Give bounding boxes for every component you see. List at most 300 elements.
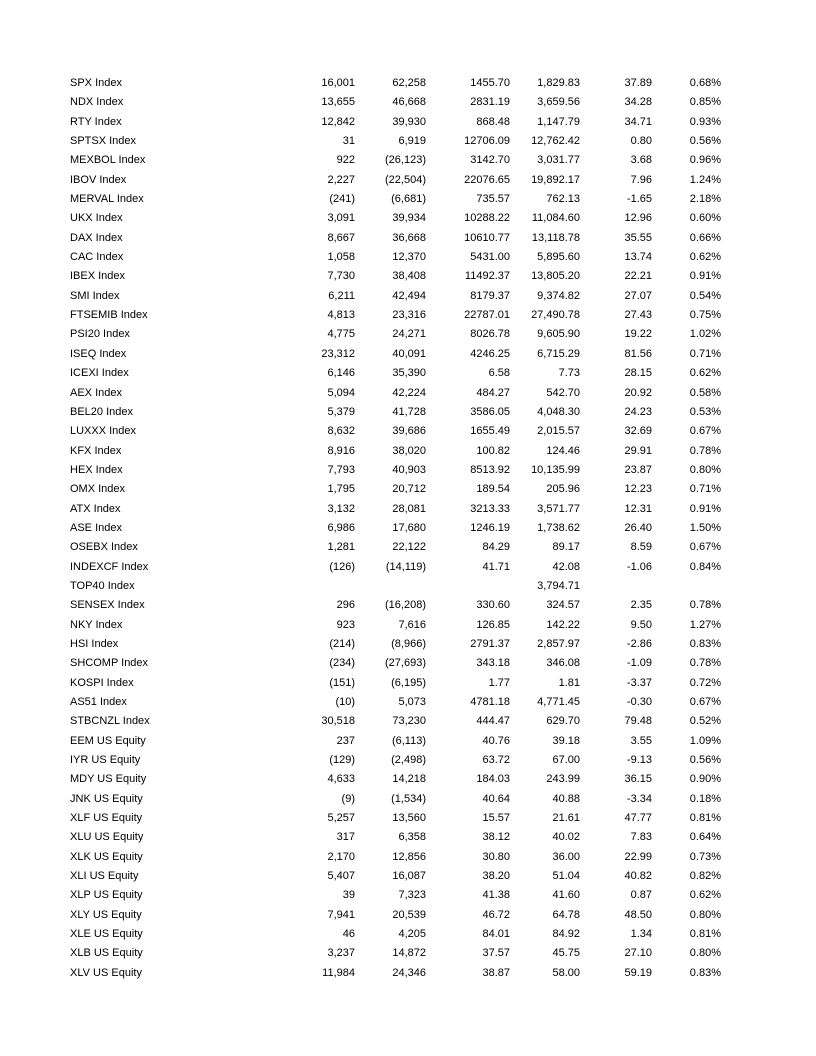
value-col-2-cell: 40,903 bbox=[392, 463, 426, 476]
table-row bbox=[0, 712, 816, 731]
value-col-2-cell: 73,230 bbox=[392, 715, 426, 728]
value-col-3-cell: 5431.00 bbox=[470, 251, 510, 264]
percent-cell: 0.67% bbox=[689, 696, 721, 708]
table-row bbox=[0, 848, 816, 867]
percent-cell: 0.62% bbox=[689, 367, 721, 380]
value-col-4-cell: 27,490.78 bbox=[531, 309, 580, 322]
value-col-5-cell: 40.82 bbox=[624, 870, 652, 883]
table-row bbox=[0, 906, 816, 925]
percent-cell: 0.67% bbox=[689, 425, 721, 438]
value-col-3-cell: 189.54 bbox=[476, 483, 510, 496]
ticker-cell: PSI20 Index bbox=[70, 328, 130, 341]
table-row bbox=[0, 209, 816, 228]
ticker-cell: FTSEMIB Index bbox=[70, 309, 148, 322]
value-col-2-cell: 40,091 bbox=[392, 347, 426, 360]
value-col-2-cell: 28,081 bbox=[392, 502, 426, 515]
value-col-4-cell: 1,738.62 bbox=[537, 521, 580, 534]
value-col-3-cell: 40.76 bbox=[482, 734, 510, 747]
value-col-1-cell: (151) bbox=[329, 676, 355, 689]
table-row bbox=[0, 964, 816, 983]
ticker-cell: AEX Index bbox=[70, 386, 122, 399]
value-col-4-cell: 67.00 bbox=[552, 754, 580, 767]
value-col-4-cell: 10,135.99 bbox=[531, 463, 580, 476]
value-col-4-cell: 142.22 bbox=[546, 618, 580, 631]
value-col-2-cell: 46,668 bbox=[392, 96, 426, 109]
ticker-cell: OMX Index bbox=[70, 483, 126, 496]
value-col-2-cell: 36,668 bbox=[392, 231, 426, 244]
ticker-cell: XLF US Equity bbox=[70, 812, 143, 825]
table-row bbox=[0, 790, 816, 809]
value-col-1-cell: 16,001 bbox=[321, 77, 355, 89]
value-col-2-cell: 62,258 bbox=[392, 77, 426, 89]
table-row bbox=[0, 229, 816, 248]
value-col-5-cell: 3.55 bbox=[630, 734, 652, 747]
value-col-2-cell: 6,919 bbox=[398, 135, 426, 148]
value-col-5-cell: -1.06 bbox=[626, 560, 652, 573]
ticker-cell: MERVAL Index bbox=[70, 193, 144, 206]
table-row bbox=[0, 577, 816, 596]
table-row bbox=[0, 693, 816, 712]
value-col-4-cell: 5,895.60 bbox=[537, 251, 580, 264]
ticker-cell: XLU US Equity bbox=[70, 831, 144, 844]
value-col-2-cell: 12,856 bbox=[392, 850, 426, 863]
value-col-3-cell: 46.72 bbox=[482, 908, 510, 921]
value-col-3-cell: 22787.01 bbox=[464, 309, 510, 322]
percent-cell: 0.52% bbox=[689, 715, 721, 728]
value-col-2-cell: (6,113) bbox=[391, 734, 426, 747]
percent-cell: 0.80% bbox=[689, 947, 721, 960]
value-col-5-cell: -2.86 bbox=[626, 637, 652, 650]
value-col-5-cell: 23.87 bbox=[624, 463, 652, 476]
value-col-1-cell: 5,257 bbox=[327, 812, 355, 825]
value-col-4-cell: 4,048.30 bbox=[537, 405, 580, 418]
value-col-3-cell: 3213.33 bbox=[470, 502, 510, 515]
value-col-1-cell: 30,518 bbox=[321, 715, 355, 728]
ticker-cell: ASE Index bbox=[70, 521, 122, 534]
value-col-4-cell: 40.02 bbox=[552, 831, 580, 844]
ticker-cell: NKY Index bbox=[70, 618, 123, 631]
table-row bbox=[0, 267, 816, 286]
value-col-1-cell: 7,730 bbox=[327, 270, 355, 283]
value-col-4-cell: 13,805.20 bbox=[531, 270, 580, 283]
percent-cell: 0.60% bbox=[689, 212, 721, 225]
ticker-cell: SPX Index bbox=[70, 77, 122, 89]
ticker-cell: HSI Index bbox=[70, 637, 119, 650]
value-col-3-cell: 343.18 bbox=[476, 657, 510, 670]
table-row bbox=[0, 442, 816, 461]
value-col-1-cell: 5,379 bbox=[327, 405, 355, 418]
value-col-2-cell: 14,872 bbox=[392, 947, 426, 960]
percent-cell: 2.18% bbox=[689, 193, 721, 206]
value-col-2-cell: (2,498) bbox=[391, 754, 426, 767]
value-col-5-cell: 22.21 bbox=[624, 270, 652, 283]
percent-cell: 0.91% bbox=[689, 502, 721, 515]
ticker-cell: XLB US Equity bbox=[70, 947, 143, 960]
value-col-1-cell: 13,655 bbox=[321, 96, 355, 109]
value-col-5-cell: 34.71 bbox=[624, 115, 652, 128]
value-col-5-cell: -3.34 bbox=[626, 792, 652, 805]
value-col-2-cell: 39,930 bbox=[392, 115, 426, 128]
value-col-1-cell: 1,281 bbox=[327, 541, 355, 554]
table-row bbox=[0, 867, 816, 886]
value-col-5-cell: 12.23 bbox=[624, 483, 652, 496]
value-col-3-cell: 1.77 bbox=[488, 676, 510, 689]
value-col-5-cell: 27.07 bbox=[624, 289, 652, 302]
table-row bbox=[0, 770, 816, 789]
value-col-5-cell: 24.23 bbox=[624, 405, 652, 418]
value-col-2-cell: 24,271 bbox=[392, 328, 426, 341]
percent-cell: 0.66% bbox=[689, 231, 721, 244]
ticker-cell: XLK US Equity bbox=[70, 850, 143, 863]
table-row bbox=[0, 171, 816, 190]
ticker-cell: SMI Index bbox=[70, 289, 120, 302]
value-col-2-cell: (14,119) bbox=[385, 560, 426, 573]
value-col-1-cell: 237 bbox=[336, 734, 355, 747]
percent-cell: 0.80% bbox=[689, 908, 721, 921]
value-col-3-cell: 184.03 bbox=[476, 773, 510, 786]
value-col-3-cell: 2831.19 bbox=[470, 96, 510, 109]
value-col-1-cell: 3,132 bbox=[327, 502, 355, 515]
value-col-3-cell: 11492.37 bbox=[464, 270, 510, 283]
value-col-3-cell: 38.20 bbox=[482, 870, 510, 883]
table-row bbox=[0, 616, 816, 635]
ticker-cell: HEX Index bbox=[70, 463, 123, 476]
value-col-1-cell: 12,842 bbox=[321, 115, 355, 128]
value-col-2-cell: (26,123) bbox=[385, 154, 426, 167]
ticker-cell: BEL20 Index bbox=[70, 405, 133, 418]
value-col-5-cell: 81.56 bbox=[624, 347, 652, 360]
value-col-4-cell: 7.73 bbox=[558, 367, 580, 380]
value-col-1-cell: 23,312 bbox=[321, 347, 355, 360]
ticker-cell: ISEQ Index bbox=[70, 347, 127, 360]
value-col-5-cell: 26.40 bbox=[624, 521, 652, 534]
value-col-4-cell: 4,771.45 bbox=[537, 696, 580, 708]
table-row bbox=[0, 886, 816, 905]
value-col-1-cell: 8,916 bbox=[327, 444, 355, 457]
value-col-4-cell: 1.81 bbox=[558, 676, 580, 689]
ticker-cell: MDY US Equity bbox=[70, 773, 147, 786]
value-col-3-cell: 444.47 bbox=[476, 715, 510, 728]
percent-cell: 0.75% bbox=[689, 309, 721, 322]
value-col-1-cell: 4,633 bbox=[327, 773, 355, 786]
value-col-3-cell: 4781.18 bbox=[470, 696, 510, 708]
value-col-3-cell: 12706.09 bbox=[464, 135, 510, 148]
value-col-3-cell: 8179.37 bbox=[470, 289, 510, 302]
value-col-1-cell: 2,227 bbox=[327, 173, 355, 186]
percent-cell: 1.27% bbox=[689, 618, 721, 631]
percent-cell: 1.09% bbox=[689, 734, 721, 747]
table-row bbox=[0, 248, 816, 267]
value-col-3-cell: 38.12 bbox=[482, 831, 510, 844]
value-col-5-cell: 37.89 bbox=[624, 77, 652, 89]
value-col-3-cell: 330.60 bbox=[476, 599, 510, 612]
value-col-4-cell: 762.13 bbox=[546, 193, 580, 206]
value-col-1-cell: 5,094 bbox=[327, 386, 355, 399]
percent-cell: 0.18% bbox=[689, 792, 721, 805]
ticker-cell: XLV US Equity bbox=[70, 966, 142, 979]
table-row bbox=[0, 306, 816, 325]
value-col-2-cell: 6,358 bbox=[398, 831, 426, 844]
value-col-2-cell: 7,616 bbox=[398, 618, 426, 631]
ticker-cell: KFX Index bbox=[70, 444, 122, 457]
percent-cell: 0.93% bbox=[689, 115, 721, 128]
value-col-4-cell: 324.57 bbox=[546, 599, 580, 612]
percent-cell: 0.56% bbox=[689, 135, 721, 148]
table-row bbox=[0, 674, 816, 693]
value-col-2-cell: 24,346 bbox=[392, 966, 426, 979]
value-col-2-cell: 38,408 bbox=[392, 270, 426, 283]
table-row bbox=[0, 345, 816, 364]
percent-cell: 0.82% bbox=[689, 870, 721, 883]
value-col-2-cell: 7,323 bbox=[398, 889, 426, 902]
value-col-3-cell: 735.57 bbox=[476, 193, 510, 206]
table-row bbox=[0, 635, 816, 654]
value-col-1-cell: 31 bbox=[342, 135, 355, 148]
ticker-cell: ATX Index bbox=[70, 502, 121, 515]
table-row bbox=[0, 654, 816, 673]
value-col-4-cell: 243.99 bbox=[546, 773, 580, 786]
value-col-5-cell: 7.83 bbox=[630, 831, 652, 844]
value-col-1-cell: 7,941 bbox=[327, 908, 355, 921]
value-col-4-cell: 3,571.77 bbox=[537, 502, 580, 515]
value-col-5-cell: 47.77 bbox=[624, 812, 652, 825]
value-col-5-cell: 8.59 bbox=[630, 541, 652, 554]
value-col-5-cell: 0.87 bbox=[630, 889, 652, 902]
value-col-5-cell: -3.37 bbox=[626, 676, 652, 689]
value-col-2-cell: 20,712 bbox=[392, 483, 426, 496]
ticker-cell: LUXXX Index bbox=[70, 425, 137, 438]
value-col-4-cell: 36.00 bbox=[552, 850, 580, 863]
table-row bbox=[0, 732, 816, 751]
value-col-3-cell: 1655.49 bbox=[470, 425, 510, 438]
value-col-3-cell: 3586.05 bbox=[470, 405, 510, 418]
value-col-4-cell: 6,715.29 bbox=[537, 347, 580, 360]
value-col-2-cell: 23,316 bbox=[392, 309, 426, 322]
value-col-1-cell: 2,170 bbox=[327, 850, 355, 863]
value-col-5-cell: 2.35 bbox=[630, 599, 652, 612]
percent-cell: 0.68% bbox=[689, 77, 721, 89]
value-col-2-cell: (6,681) bbox=[391, 193, 426, 206]
value-col-5-cell: 3.68 bbox=[630, 154, 652, 167]
percent-cell: 0.71% bbox=[689, 347, 721, 360]
ticker-cell: SPTSX Index bbox=[70, 135, 137, 148]
ticker-cell: RTY Index bbox=[70, 115, 122, 128]
ticker-cell: NDX Index bbox=[70, 96, 124, 109]
value-col-1-cell: (10) bbox=[335, 696, 355, 708]
value-col-3-cell: 10288.22 bbox=[464, 212, 510, 225]
ticker-cell: IBEX Index bbox=[70, 270, 126, 283]
percent-cell: 0.78% bbox=[689, 599, 721, 612]
table-row bbox=[0, 93, 816, 112]
value-col-3-cell: 868.48 bbox=[476, 115, 510, 128]
table-row bbox=[0, 809, 816, 828]
ticker-cell: XLE US Equity bbox=[70, 928, 143, 941]
percent-cell: 0.80% bbox=[689, 463, 721, 476]
value-col-4-cell: 84.92 bbox=[552, 928, 580, 941]
value-col-1-cell: 11,984 bbox=[322, 966, 355, 979]
value-col-1-cell: (214) bbox=[329, 637, 355, 650]
value-col-5-cell: -1.65 bbox=[626, 193, 652, 206]
value-col-2-cell: 38,020 bbox=[392, 444, 426, 457]
value-col-1-cell: 1,795 bbox=[327, 483, 355, 496]
value-col-4-cell: 1,829.83 bbox=[537, 77, 580, 89]
value-col-2-cell: 17,680 bbox=[392, 521, 426, 534]
value-col-1-cell: 46 bbox=[342, 928, 355, 941]
table-row bbox=[0, 384, 816, 403]
value-col-4-cell: 124.46 bbox=[546, 444, 580, 457]
value-col-2-cell: 14,218 bbox=[392, 773, 426, 786]
value-col-5-cell: 48.50 bbox=[624, 908, 652, 921]
percent-cell: 0.78% bbox=[689, 444, 721, 457]
value-col-2-cell: (22,504) bbox=[385, 173, 426, 186]
percent-cell: 0.84% bbox=[689, 560, 721, 573]
value-col-1-cell: 317 bbox=[336, 831, 355, 844]
value-col-5-cell: 28.15 bbox=[624, 367, 652, 380]
percent-cell: 0.64% bbox=[689, 831, 721, 844]
value-col-1-cell: 922 bbox=[336, 154, 355, 167]
ticker-cell: DAX Index bbox=[70, 231, 123, 244]
ticker-cell: ICEXI Index bbox=[70, 367, 129, 380]
value-col-5-cell: 13.74 bbox=[624, 251, 652, 264]
value-col-4-cell: 19,892.17 bbox=[531, 173, 580, 186]
table-row bbox=[0, 132, 816, 151]
percent-cell: 0.83% bbox=[689, 637, 721, 650]
value-col-5-cell: 32.69 bbox=[624, 425, 652, 438]
percent-cell: 0.58% bbox=[689, 386, 721, 399]
value-col-4-cell: 41.60 bbox=[552, 889, 580, 902]
value-col-3-cell: 2791.37 bbox=[470, 637, 510, 650]
table-row bbox=[0, 461, 816, 480]
ticker-cell: JNK US Equity bbox=[70, 792, 143, 805]
value-col-5-cell: 36.15 bbox=[624, 773, 652, 786]
value-col-5-cell: 27.10 bbox=[624, 947, 652, 960]
value-col-5-cell: 29.91 bbox=[624, 444, 652, 457]
table-row bbox=[0, 287, 816, 306]
value-col-4-cell: 21.61 bbox=[552, 812, 580, 825]
value-col-1-cell: 923 bbox=[336, 618, 355, 631]
table-row bbox=[0, 944, 816, 963]
value-col-5-cell: 12.31 bbox=[624, 502, 652, 515]
value-col-5-cell: 1.34 bbox=[630, 928, 652, 941]
value-col-2-cell: 16,087 bbox=[392, 870, 426, 883]
value-col-3-cell: 38.87 bbox=[482, 966, 510, 979]
table-row bbox=[0, 558, 816, 577]
value-col-5-cell: 59.19 bbox=[624, 966, 652, 979]
percent-cell: 0.71% bbox=[689, 483, 721, 496]
value-col-2-cell: (1,534) bbox=[391, 792, 426, 805]
value-col-1-cell: 6,986 bbox=[327, 521, 355, 534]
value-col-4-cell: 11,084.60 bbox=[531, 212, 580, 225]
value-col-5-cell: 34.28 bbox=[624, 96, 652, 109]
ticker-cell: SENSEX Index bbox=[70, 599, 145, 612]
value-col-2-cell: (16,208) bbox=[385, 599, 426, 612]
percent-cell: 0.56% bbox=[689, 754, 721, 767]
value-col-2-cell: 42,224 bbox=[392, 386, 426, 399]
ticker-cell: OSEBX Index bbox=[70, 541, 138, 554]
value-col-4-cell: 3,031.77 bbox=[537, 154, 580, 167]
value-col-2-cell: 4,205 bbox=[398, 928, 426, 941]
value-col-3-cell: 84.01 bbox=[482, 928, 510, 941]
ticker-cell: UKX Index bbox=[70, 212, 123, 225]
ticker-cell: KOSPI Index bbox=[70, 676, 134, 689]
value-col-3-cell: 8513.92 bbox=[470, 463, 510, 476]
value-col-4-cell: 9,374.82 bbox=[537, 289, 580, 302]
value-col-1-cell: 6,211 bbox=[328, 289, 355, 302]
value-col-5-cell: 20.92 bbox=[624, 386, 652, 399]
value-col-1-cell: (129) bbox=[329, 754, 355, 767]
percent-cell: 0.81% bbox=[689, 928, 721, 941]
value-col-5-cell: -9.13 bbox=[626, 754, 652, 767]
value-col-4-cell: 39.18 bbox=[552, 734, 580, 747]
value-col-5-cell: -0.30 bbox=[626, 696, 652, 708]
percent-cell: 0.90% bbox=[689, 773, 721, 786]
value-col-2-cell: 35,390 bbox=[392, 367, 426, 380]
value-col-1-cell: 6,146 bbox=[327, 367, 355, 380]
ticker-cell: IBOV Index bbox=[70, 173, 127, 186]
value-col-3-cell: 484.27 bbox=[476, 386, 510, 399]
table-row bbox=[0, 74, 816, 93]
table-row bbox=[0, 480, 816, 499]
value-col-3-cell: 41.38 bbox=[482, 889, 510, 902]
percent-cell: 1.24% bbox=[689, 173, 721, 186]
value-col-5-cell: 19.22 bbox=[624, 328, 652, 341]
table-row bbox=[0, 403, 816, 422]
value-col-1-cell: (234) bbox=[329, 657, 355, 670]
value-col-3-cell: 15.57 bbox=[482, 812, 510, 825]
table-row bbox=[0, 113, 816, 132]
value-col-3-cell: 1455.70 bbox=[470, 77, 510, 89]
table-row bbox=[0, 925, 816, 944]
value-col-2-cell: (8,966) bbox=[391, 637, 426, 650]
value-col-5-cell: 27.43 bbox=[624, 309, 652, 322]
value-col-4-cell: 45.75 bbox=[552, 947, 580, 960]
value-col-1-cell: (241) bbox=[329, 193, 355, 206]
value-col-3-cell: 10610.77 bbox=[464, 231, 510, 244]
table-row bbox=[0, 422, 816, 441]
percent-cell: 0.72% bbox=[689, 676, 721, 689]
value-col-4-cell: 51.04 bbox=[552, 870, 580, 883]
value-col-4-cell: 3,794.71 bbox=[537, 579, 580, 592]
value-col-2-cell: 12,370 bbox=[392, 251, 426, 264]
value-col-3-cell: 84.29 bbox=[482, 541, 510, 554]
value-col-1-cell: 4,775 bbox=[327, 328, 355, 341]
value-col-4-cell: 629.70 bbox=[546, 715, 580, 728]
value-col-4-cell: 1,147.79 bbox=[537, 115, 580, 128]
ticker-cell: EEM US Equity bbox=[70, 734, 146, 747]
ticker-cell: INDEXCF Index bbox=[70, 560, 149, 573]
percent-cell: 0.85% bbox=[689, 96, 721, 109]
value-col-1-cell: 39 bbox=[342, 889, 355, 902]
value-col-3-cell: 1246.19 bbox=[470, 521, 510, 534]
percent-cell: 0.54% bbox=[689, 289, 721, 302]
value-col-2-cell: (6,195) bbox=[391, 676, 426, 689]
value-col-1-cell: (126) bbox=[329, 560, 355, 573]
value-col-3-cell: 41.71 bbox=[482, 560, 510, 573]
value-col-1-cell: (9) bbox=[341, 792, 355, 805]
value-col-4-cell: 205.96 bbox=[546, 483, 580, 496]
percent-cell: 1.02% bbox=[689, 328, 721, 341]
value-col-3-cell: 4246.25 bbox=[470, 347, 510, 360]
value-col-5-cell: 7.96 bbox=[630, 173, 652, 186]
value-col-2-cell: (27,693) bbox=[385, 657, 426, 670]
table-row bbox=[0, 596, 816, 615]
ticker-cell: AS51 Index bbox=[70, 696, 127, 708]
percent-cell: 0.62% bbox=[689, 251, 721, 264]
value-col-2-cell: 39,934 bbox=[392, 212, 426, 225]
value-col-2-cell: 5,073 bbox=[398, 696, 426, 708]
value-col-3-cell: 63.72 bbox=[482, 754, 510, 767]
value-col-1-cell: 1,058 bbox=[327, 251, 355, 264]
